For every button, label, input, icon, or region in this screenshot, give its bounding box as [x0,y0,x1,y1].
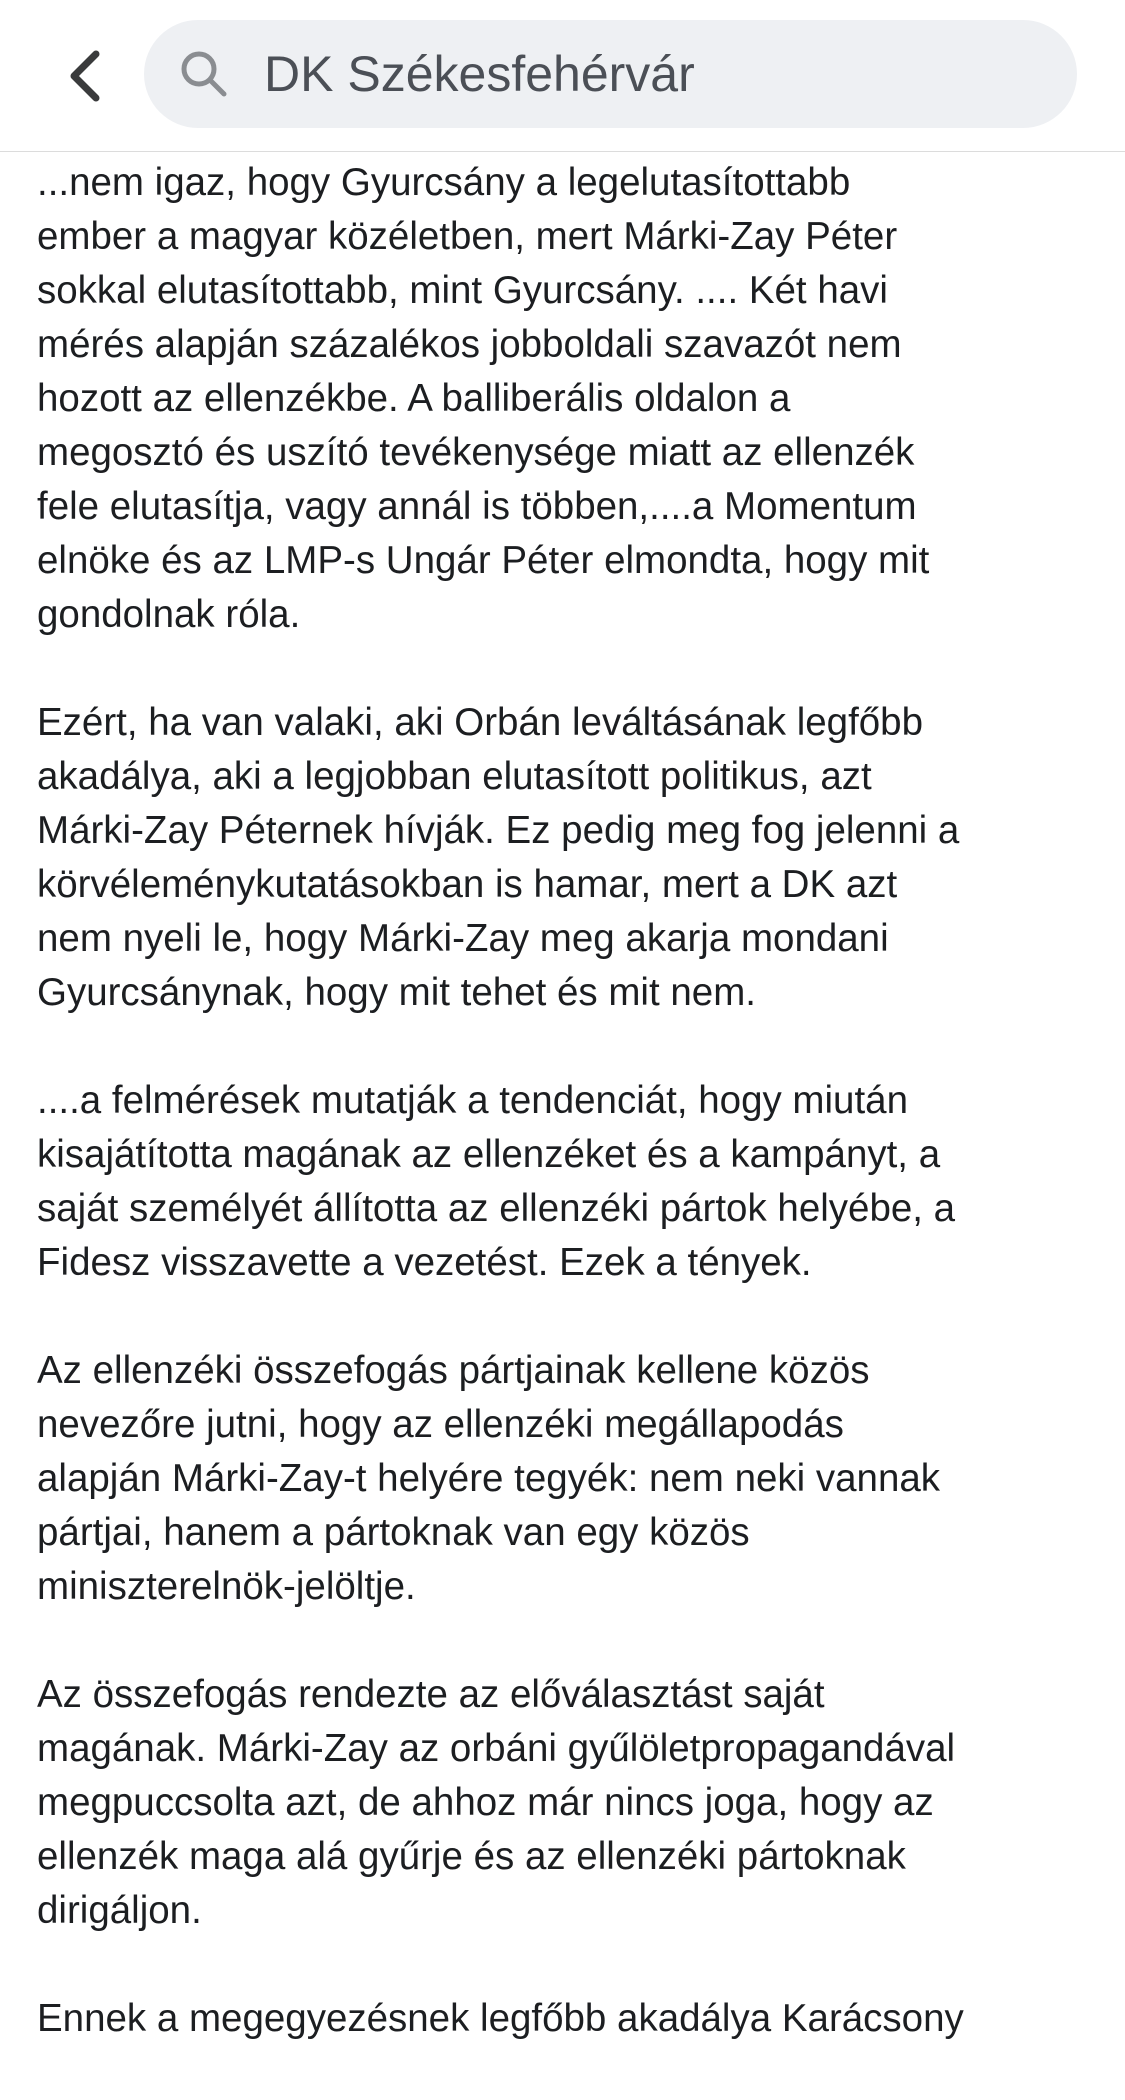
paragraph-line: saját személyét állította az ellenzéki pártok helyébe, a [37,1187,956,1230]
paragraph-line: magának. Márki-Zay az orbáni gyűlöletpropagandával [37,1727,956,1770]
post-paragraph [37,1992,1087,2046]
search-query-text: DK Székesfehérvár [264,46,695,102]
paragraph-line: ...nem igaz, hogy Gyurcsány a legelutasítottabb [37,161,851,204]
paragraph-line: ....a felmérések mutatják a tendenciát, hogy miután [37,1079,908,1122]
post-body [37,156,1087,2100]
paragraph-line: Fidesz visszavette a vezetést. Ezek a tények. [37,1241,812,1284]
paragraph-line: megpuccsolta azt, de ahhoz már nincs joga, hogy az [37,1781,934,1824]
paragraph-line: Márki-Zay Péternek hívják. Ez pedig meg fog jelenni a [37,809,960,852]
search-input[interactable] [144,20,1077,128]
paragraph-line: Az ellenzéki összefogás pártjainak kellene közös [37,1349,870,1392]
post-paragraph [37,696,1087,1020]
paragraph-line: megosztó és uszító tevékenysége miatt az ellenzék [37,431,915,474]
paragraph-line: pártjai, hanem a pártoknak van egy közös [37,1511,750,1554]
paragraph-line: dirigáljon. [37,1889,202,1932]
post-paragraph [37,1668,1087,1938]
post-paragraph [37,156,1087,642]
chevron-left-icon [64,48,104,104]
paragraph-line: körvéleménykutatásokban is hamar, mert a DK azt [37,863,898,906]
paragraph-line: fele elutasítja, vagy annál is többen,....a Momentum [37,485,917,528]
paragraph-line: nem nyeli le, hogy Márki-Zay meg akarja mondani [37,917,889,960]
paragraph-line: nevezőre jutni, hogy az ellenzéki megállapodás [37,1403,844,1446]
paragraph-line: mérés alapján százalékos jobboldali szavazót nem [37,323,902,366]
paragraph-line: Ennek a megegyezésnek legfőbb akadálya Karácsony [37,1997,964,2040]
search-icon [178,48,230,100]
top-bar [0,0,1125,152]
paragraph-line: hozott az ellenzékbe. A balliberális oldalon a [37,377,791,420]
paragraph-line: ember a magyar közéletben, mert Márki-Zay Péter [37,215,898,258]
paragraph-line: ellenzék maga alá gyűrje és az ellenzéki pártoknak [37,1835,906,1878]
post-paragraph [37,1074,1087,1290]
paragraph-line: gondolnak róla. [37,593,301,636]
paragraph-line: Ezért, ha van valaki, aki Orbán leváltásának legfőbb [37,701,924,744]
paragraph-line: alapján Márki-Zay-t helyére tegyék: nem neki vannak [37,1457,941,1500]
back-button[interactable] [52,40,116,112]
paragraph-line: akadálya, aki a legjobban elutasított politikus, azt [37,755,872,798]
paragraph-line: Az összefogás rendezte az előválasztást saját [37,1673,825,1716]
paragraph-line: kisajátította magának az ellenzéket és a kampányt, a [37,1133,941,1176]
paragraph-line: elnöke és az LMP-s Ungár Péter elmondta, hogy mit [37,539,930,582]
post-paragraph [37,1344,1087,1614]
paragraph-line: sokkal elutasítottabb, mint Gyurcsány. .... Két havi [37,269,888,312]
paragraph-line: Gyurcsánynak, hogy mit tehet és mit nem. [37,971,756,1014]
paragraph-line: miniszterelnök-jelöltje. [37,1565,416,1608]
